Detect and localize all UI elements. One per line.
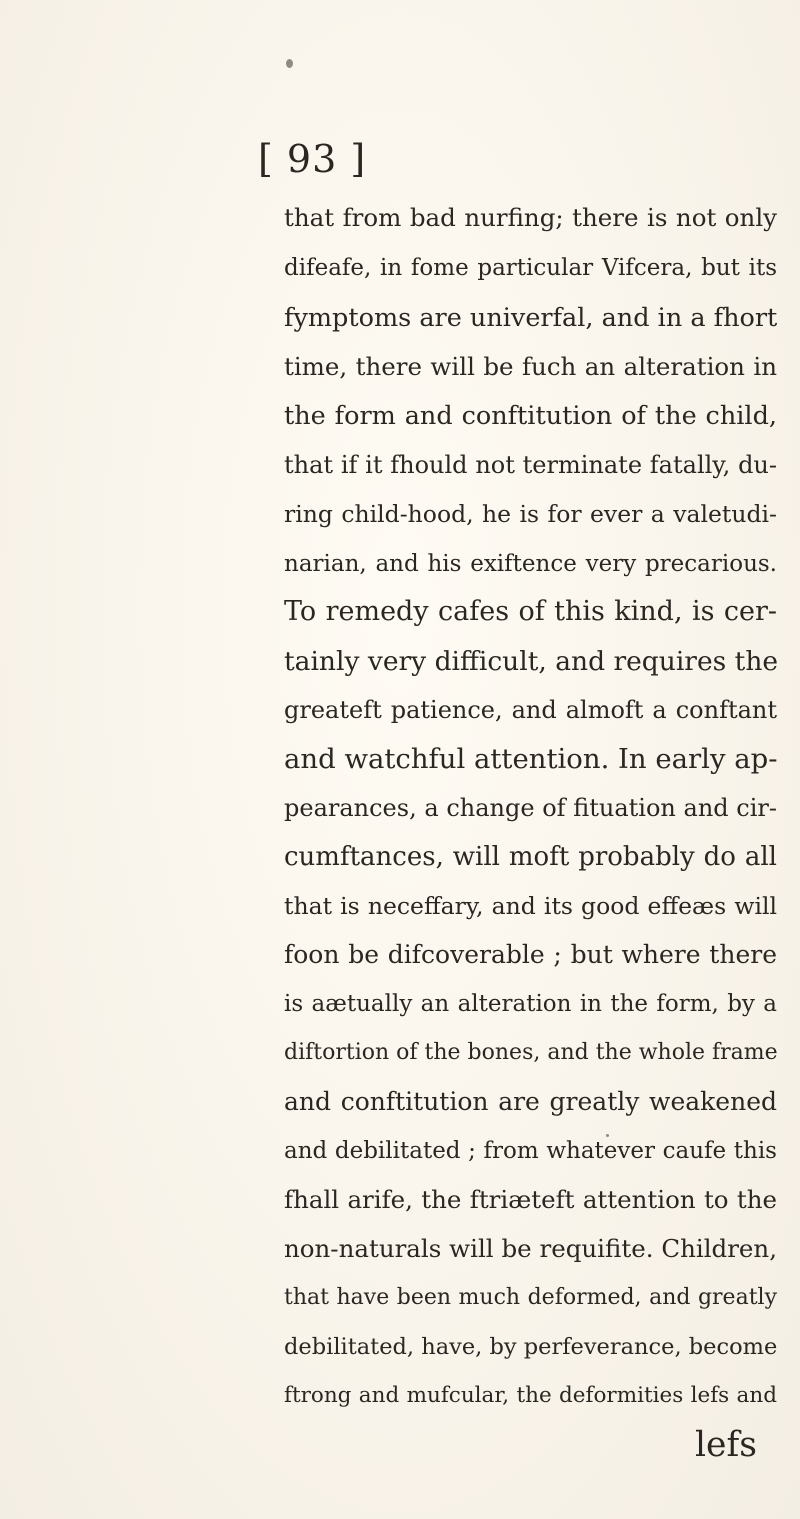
text-line: time, there will be fuch an alteration in <box>284 352 777 381</box>
text-line: foon be difcoverable ; but where there <box>284 940 777 969</box>
text-line: greateft patience, and almoft a conftant <box>284 696 777 724</box>
text-line: that from bad nurfing; there is not only <box>284 203 777 232</box>
text-line: that if it fhould not terminate fatally, du- <box>284 451 777 479</box>
text-line: the form and conftitution of the child, <box>284 401 777 431</box>
text-line: that have been much deformed, and greatly <box>284 1285 777 1310</box>
page-number: [ 93 ] <box>258 137 367 181</box>
text-line: cumftances, will moft probably do all <box>284 842 777 872</box>
text-line: non-naturals will be requifite. Children, <box>284 1234 777 1263</box>
text-line: is aætually an alteration in the form, by a <box>284 991 777 1017</box>
text-line: fhall arife, the ftriæteft attention to the <box>284 1185 777 1214</box>
text-line: debilitated, have, by perfeverance, become <box>284 1334 778 1360</box>
text-line: pearances, a change of fituation and cir- <box>284 794 777 822</box>
text-line: ftrong and mufcular, the deformities lefs and <box>284 1383 777 1408</box>
text-line: narian, and his exiftence very precarious. <box>284 551 777 577</box>
text-line: and watchful attention. In early ap- <box>284 743 778 775</box>
text-line: tainly very difficult, and requires the <box>284 646 779 677</box>
ink-spot <box>286 59 293 68</box>
text-line: that is neceffary, and its good effeæs will <box>284 892 777 920</box>
text-line: ring child-hood, he is for ever a valetudi- <box>284 500 777 528</box>
text-line: and conftitution are greatly weakened <box>284 1087 777 1116</box>
text-line: fymptoms are univerfal, and in a fhort <box>284 303 778 333</box>
text-line: difeafe, in fome particular Vifcera, but its <box>284 255 777 281</box>
text-line: diftortion of the bones, and the whole frame <box>284 1040 778 1065</box>
text-line: To remedy cafes of this kind, is cer- <box>284 596 777 627</box>
catchword: lefs <box>695 1425 757 1465</box>
text-line: and debilitated ; from whatever caufe this <box>284 1138 777 1164</box>
